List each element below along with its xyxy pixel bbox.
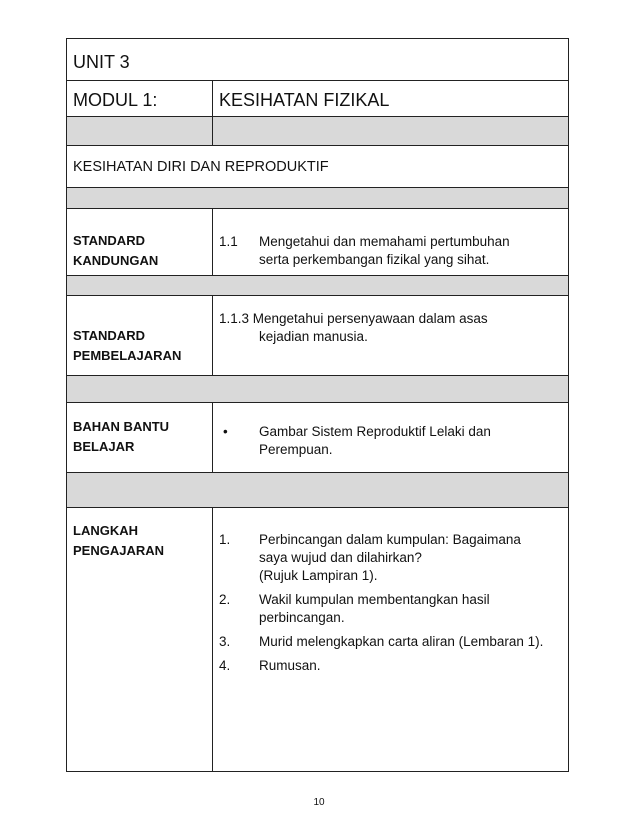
topic-title: KESIHATAN DIRI DAN REPRODUKTIF (73, 159, 329, 175)
standard-kandungan-row (67, 209, 568, 276)
bahan-bantu-text: • Gambar Sistem Reproduktif Lelaki dan Perempuan. (223, 424, 491, 457)
module-title: KESIHATAN FIZIKAL (219, 90, 390, 110)
standard-pembelajaran-row (67, 296, 568, 376)
langkah-label: LANGKAH PENGAJARAN (73, 523, 165, 558)
unit-row (67, 39, 568, 81)
spacer-row (67, 188, 568, 209)
standard-pembelajaran-label: STANDARD PEMBELAJARAN (73, 328, 182, 363)
standard-kandungan-text: 1.1 Mengetahui dan memahami pertumbuhan serta perkembangan fizikal yang sihat. (219, 234, 510, 267)
page-number: 10 (313, 797, 325, 808)
standard-pembelajaran-text: 1.1.3 Mengetahui persenyawaan dalam asas kejadian manusia. (219, 311, 488, 344)
spacer-row (67, 473, 568, 508)
list-item: 2. Wakil kumpulan membentangkan hasil perbincangan. (219, 592, 490, 625)
spacer-row (67, 376, 568, 403)
bahan-bantu-label: BAHAN BANTU BELAJAR (73, 419, 170, 454)
bahan-bantu-row (67, 403, 568, 473)
unit-title: UNIT 3 (73, 52, 130, 72)
module-label: MODUL 1: (73, 90, 158, 110)
standard-kandungan-label: STANDARD KANDUNGAN (73, 233, 159, 268)
langkah-row (67, 508, 568, 771)
bullet-icon: • (223, 424, 228, 439)
list-item: 1. Perbincangan dalam kumpulan: Bagaimana saya wujud dan dilahirkan? (Rujuk Lampiran 1). (219, 532, 521, 583)
langkah-steps (219, 531, 562, 675)
spacer-row (67, 276, 568, 296)
spacer-row (67, 117, 568, 146)
module-row (67, 81, 568, 117)
lesson-plan-table (66, 38, 569, 772)
list-item: 4. Rumusan. (219, 658, 321, 673)
topic-row (67, 146, 568, 188)
list-item: 3. Murid melengkapkan carta aliran (Lembaran 1). (219, 634, 544, 649)
item-number: 1.1 (219, 234, 238, 249)
